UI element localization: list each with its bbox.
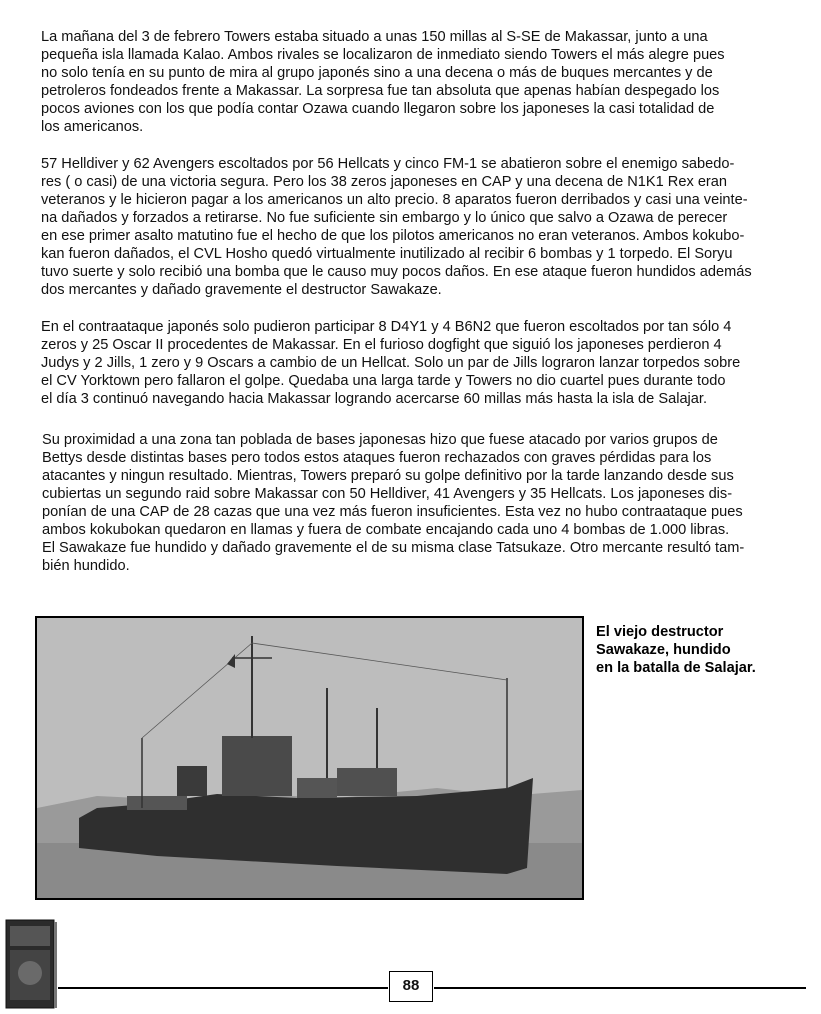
paragraph-4 (42, 431, 812, 575)
ship-deckhouse (127, 796, 187, 810)
game-box-thumbnail (4, 918, 58, 1010)
paragraph-line: petroleros fondeados frente a Makassar. La sorpresa fue tan absoluta que apenas habían despegado los (41, 83, 720, 99)
footer-rule-right (434, 987, 806, 989)
footer-rule-left (58, 987, 388, 989)
ship-funnel (177, 766, 207, 796)
paragraph-line: el CV Yorktown pero fallaron el golpe. Quedaba una larga tarde y Towers no dio cuartel pues durante todo (41, 373, 726, 389)
paragraph-line: veteranos y le hicieron pagar a los americanos un alto precio. 8 aparatos fueron derribados y casi una veinte- (41, 192, 748, 208)
paragraph-line: no solo tenía en su punto de mira al grupo japonés sino a una decena o más de buques mercantes y de (41, 65, 713, 81)
destroyer-illustration (37, 618, 582, 898)
caption-line: El viejo destructor (596, 624, 724, 640)
paragraph-line: 57 Helldiver y 62 Avengers escoltados por 56 Hellcats y cinco FM-1 se abatieron sobre el enemigo sabedo- (41, 156, 735, 172)
destroyer-photo (35, 616, 584, 900)
paragraph-3 (41, 318, 811, 408)
paragraph-line: bién hundido. (42, 558, 130, 574)
paragraph-line: en ese primer asalto matutino fue el hecho de que los pilotos americanos no eran veteranos. Ambos kokubo- (41, 228, 745, 244)
paragraph-line: dos mercantes y dañado gravemente el destructor Sawakaze. (41, 282, 442, 298)
paragraph-line: Bettys desde distintas bases pero todos estos ataques fueron rechazados con graves pérdidas para los (42, 450, 712, 466)
paragraph-line: res ( o casi) de una victoria segura. Pero los 38 zeros japoneses en CAP y una decena de N1K1 Rex eran (41, 174, 728, 190)
paragraph-line: zeros y 25 Oscar II procedentes de Makassar. En el furioso dogfight que siguió los japoneses perdieron 4 (41, 337, 722, 353)
page-number: 88 (389, 971, 433, 1002)
paragraph-line: La mañana del 3 de febrero Towers estaba situado a unas 150 millas al S-SE de Makassar, junto a una (41, 29, 708, 45)
paragraph-line: atacantes y ningun resultado. Mientras, Towers preparó su golpe definitivo por la tarde lanzando desde sus (42, 468, 734, 484)
paragraph-line: cubiertas un segundo raid sobre Makassar con 50 Helldiver, 41 Avengers y 35 Hellcats. Los japoneses dis- (42, 486, 733, 502)
paragraph-line: Su proximidad a una zona tan poblada de bases japonesas hizo que fuese atacado por varios grupos de (42, 432, 718, 448)
paragraph-line: Judys y 2 Jills, 1 zero y 9 Oscars a cambio de un Hellcat. Solo un par de Jills lograron lanzar torpedos sobre (41, 355, 741, 371)
paragraph-2 (41, 155, 811, 299)
paragraph-line: el día 3 continuó navegando hacia Makassar logrando acercarse 60 millas más hasta la isla de Salajar. (41, 391, 708, 407)
ship-aft-structure (297, 778, 337, 798)
paragraph-line: pocos aviones con los que podía contar Ozawa cuando llegaron sobre los japoneses la casi totalidad de (41, 101, 715, 117)
paragraph-line: na dañados y forzados a retirarse. No fue suficiente sin embargo y lo único que salvo a Ozawa de perecer (41, 210, 728, 226)
paragraph-1 (41, 28, 811, 136)
ship-bridge (222, 736, 292, 796)
caption-line: Sawakaze, hundido (596, 642, 731, 658)
paragraph-line: ambos kokubokan quedaron en llamas y fuera de combate encajando cada uno 4 bombas de 1.000 libras. (42, 522, 730, 538)
paragraph-line: ponían de una CAP de 28 cazas que una vez más fueron insuficientes. Esta vez no hubo contraataque pues (42, 504, 743, 520)
ship-gun-mount (337, 768, 397, 796)
paragraph-line: kan fueron dañados, el CVL Hosho quedó virtualmente inutilizado al recibir 6 bombas y 1 torpedo. El Soryu (41, 246, 733, 262)
photo-caption (596, 623, 806, 677)
paragraph-line: En el contraataque japonés solo pudieron participar 8 D4Y1 y 4 B6N2 que fueron escoltados por tan sólo 4 (41, 319, 732, 335)
paragraph-line: pequeña isla llamada Kalao. Ambos rivales se localizaron de inmediato siendo Towers el más alegre pues (41, 47, 725, 63)
paragraph-line: tuvo suerte y solo recibió una bomba que le causo muy pocos daños. En ese ataque fueron hundidos además (41, 264, 752, 280)
caption-line: en la batalla de Salajar. (596, 660, 756, 676)
paragraph-line: El Sawakaze fue hundido y dañado gravemente el de su misma clase Tatsukaze. Otro mercante resultó tam- (42, 540, 745, 556)
paragraph-line: los americanos. (41, 119, 144, 135)
